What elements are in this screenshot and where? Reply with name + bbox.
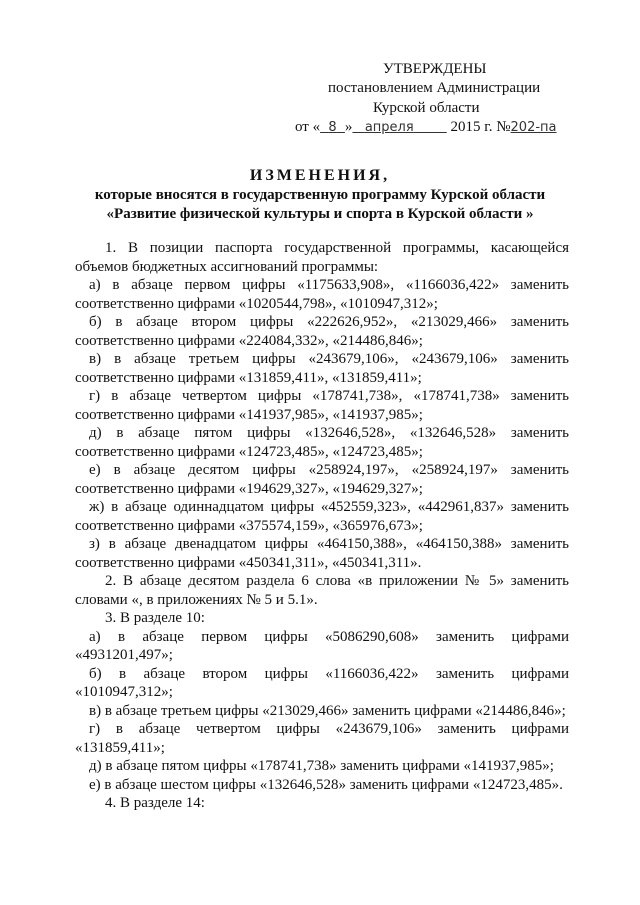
paragraph-1c: в) в абзаце третьем цифры «243679,106», «243679,106» заменить соответственно цифрами «131859,411», «131859,411»; [75,351,569,386]
paragraph-3e: д) в абзаце пятом цифры «178741,738» заменить цифрами «141937,985»; [89,758,554,774]
heading-line-2: «Развитие физической культуры и спорта в Курской области » [106,206,534,222]
paragraph-1f: е) в абзаце десятом цифры «258924,197», «258924,197» заменить соответственно цифрами «194629,327», «194629,327»; [75,462,569,497]
paragraph-1g: ж) в абзаце одиннадцатом цифры «452559,323», «442961,837» заменить соответственно цифрами «375574,159», «365976,673»; [75,499,569,534]
date-prefix: от « [295,119,321,135]
paragraph-1h: з) в абзаце двенадцатом цифры «464150,388», «464150,388» заменить соответственно цифрами «450341,311», «450341,311». [75,536,569,571]
heading-title: ИЗМЕНЕНИЯ, [249,167,391,184]
document-body [75,239,569,813]
paragraph-3: 3. В разделе 10: [105,610,205,626]
document-heading [0,166,640,224]
paragraph-2: 2. В абзаце десятом раздела 6 слова «в приложении № 5» заменить словами «, в приложениях № 5 и 5.1». [75,573,569,608]
paragraph-1: 1. В позиции паспорта государственной программы, касающейся объемов бюджетных ассигнований программы: [75,240,569,275]
approval-title: УТВЕРЖДЕНЫ [383,61,487,77]
date-day: 8 [328,120,337,135]
heading-line-1: которые вносятся в государственную программу Курской области [94,187,546,203]
paragraph-3a: а) в абзаце первом цифры «5086290,608» заменить цифрами «4931201,497»; [75,628,569,663]
date-year: 2015 г. № [450,119,511,135]
paragraph-4: 4. В разделе 14: [105,795,205,811]
paragraph-1b: б) в абзаце втором цифры «222626,952», «213029,466» заменить соответственно цифрами «224084,332», «214486,846»; [75,314,569,349]
paragraph-1e: д) в абзаце пятом цифры «132646,528», «132646,528» заменить соответственно цифрами «124723,485», «124723,485»; [75,425,569,460]
paragraph-3d: г) в абзаце четвертом цифры «243679,106» заменить цифрами «131859,411»; [75,721,569,756]
paragraph-1a: а) в абзаце первом цифры «1175633,908», «1166036,422» заменить соответственно цифрами «1020544,798», «1010947,312»; [75,277,569,312]
approval-issuer: постановлением Администрации [328,80,541,96]
paragraph-3f: е) в абзаце шестом цифры «132646,528» заменить цифрами «124723,485». [89,776,563,793]
paragraph-3c: в) в абзаце третьем цифры «213029,466» заменить цифрами «214486,846»; [89,702,566,719]
approval-region: Курской области [373,100,480,116]
paragraph-3b: б) в абзаце втором цифры «1166036,422» заменить цифрами «1010947,312»; [75,665,569,700]
date-mid: » [344,119,353,135]
approval-date [295,118,557,137]
date-number: 202-па [510,120,557,135]
date-month: апреля [364,120,414,135]
paragraph-1d: г) в абзаце четвертом цифры «178741,738», «178741,738» заменить соответственно цифрами «141937,985», «141937,985»; [75,388,569,423]
